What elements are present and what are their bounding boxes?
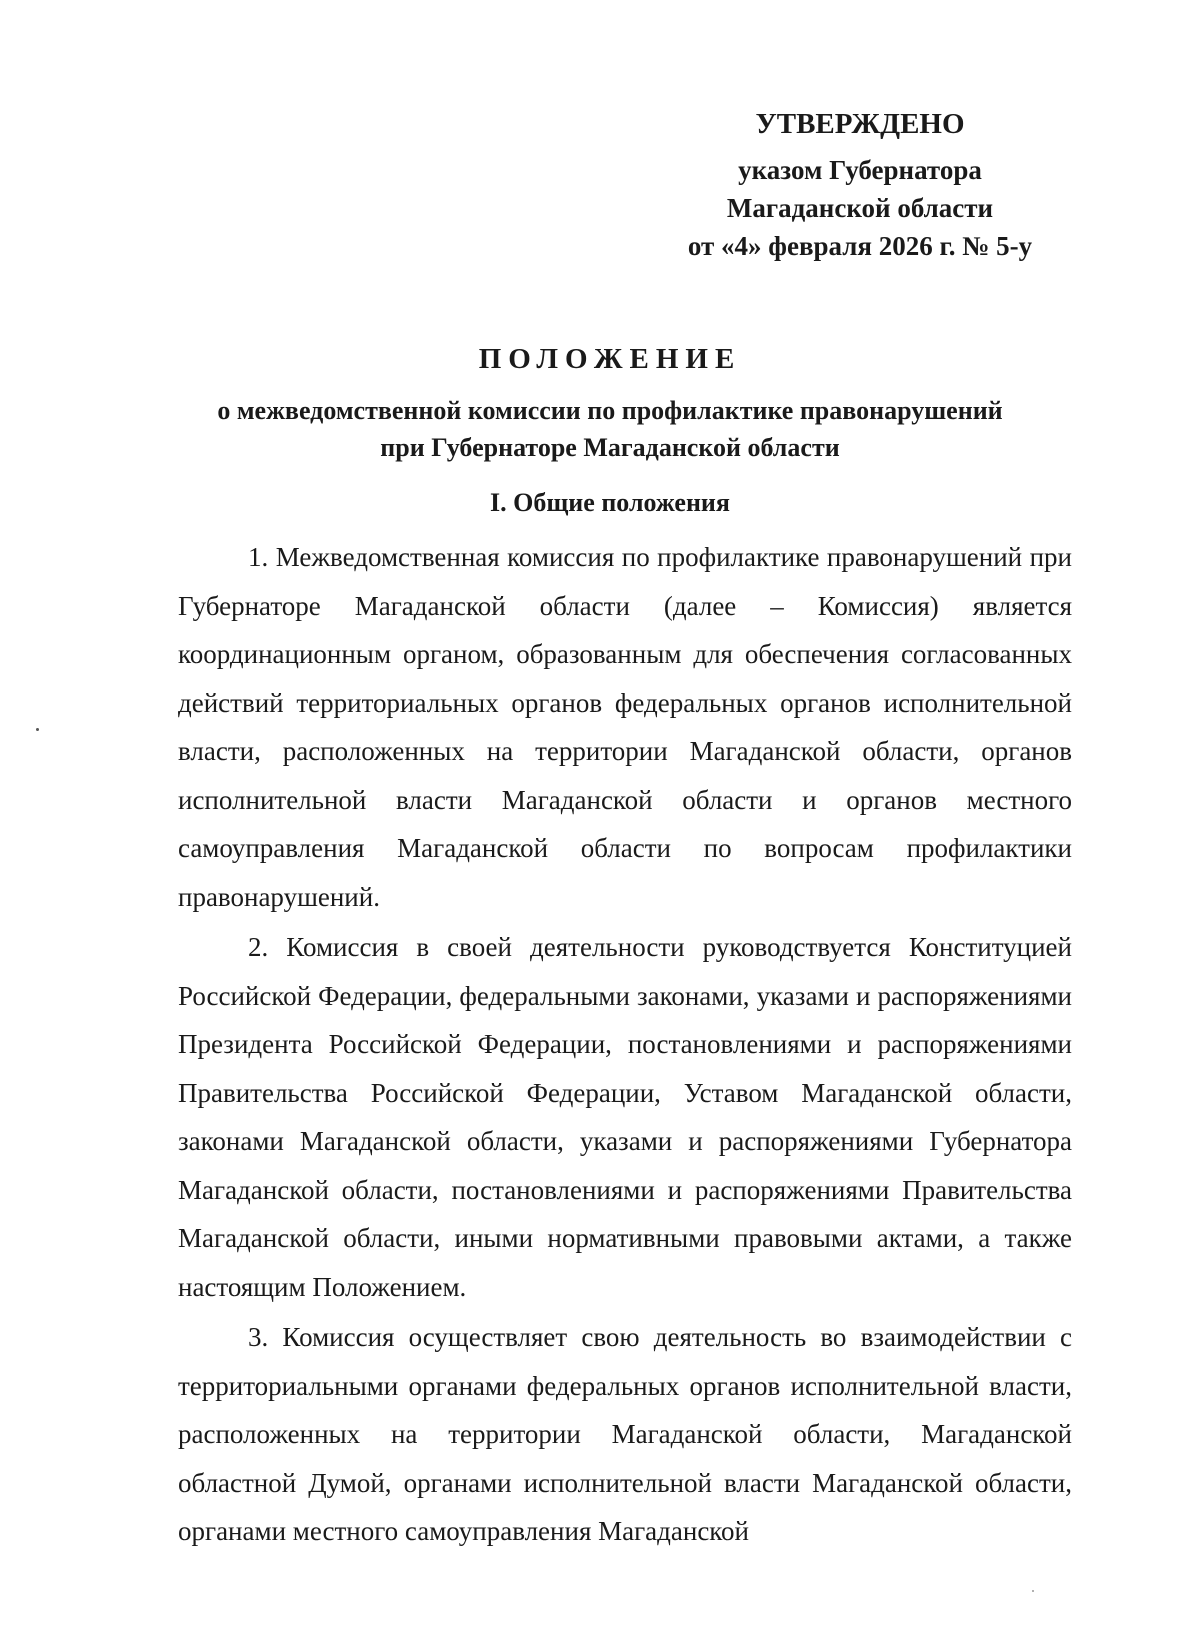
paragraph-2: 2. Комиссия в своей деятельности руководствуется Конституцией Российской Федерации, федеральными законами, указами и распоряжениями Президента Российской Федерации, постановлениями и распоряжениями Правительства Российской Федерации, Уставом Магаданской области, законами Магаданской области, указами и распоряжениями Губернатора Магаданской области, постановлениями и распоряжениями Правительства Магаданской области, иными нормативными правовыми актами, а также настоящим Положением. [178, 932, 1072, 1302]
approval-stamp [660, 105, 1060, 265]
approval-line-decree: указом Губернатора [738, 155, 982, 185]
document-title: ПОЛОЖЕНИЕ [478, 343, 742, 375]
section-body [178, 533, 1072, 1556]
approval-line-region: Магаданской области [726, 193, 994, 223]
paragraph-1: 1. Межведомственная комиссия по профилактике правонарушений при Губернаторе Магаданской области (далее – Комиссия) является координационным органом, образованным для обеспечения согласованных действий территориальных органов федеральных органов исполнительной власти, расположенных на территории Магаданской области, органов исполнительной власти Магаданской области и органов местного самоуправления Магаданской области по вопросам профилактики правонарушений. [178, 542, 1072, 912]
approval-line-date: от «4» февраля 2026 г. № 5-у [687, 231, 1033, 261]
approval-title: УТВЕРЖДЕНО [755, 108, 965, 140]
scan-speck [1032, 1590, 1034, 1592]
document-subtitle-line-2: при Губернаторе Магаданской области [380, 433, 840, 462]
document-subtitle-line-1: о межведомственной комиссии по профилактике правонарушений [217, 396, 1003, 425]
document-subtitle [150, 392, 1070, 466]
paragraph-3: 3. Комиссия осуществляет свою деятельность во взаимодействии с территориальными органами федеральных органов исполнительной власти, расположенных на территории Магаданской области, Магаданской областной Думой, органами исполнительной власти Магаданской области, органами местного самоуправления Магаданской [178, 1322, 1072, 1546]
section-heading: I. Общие положения [490, 488, 730, 517]
scan-speck [36, 728, 39, 731]
